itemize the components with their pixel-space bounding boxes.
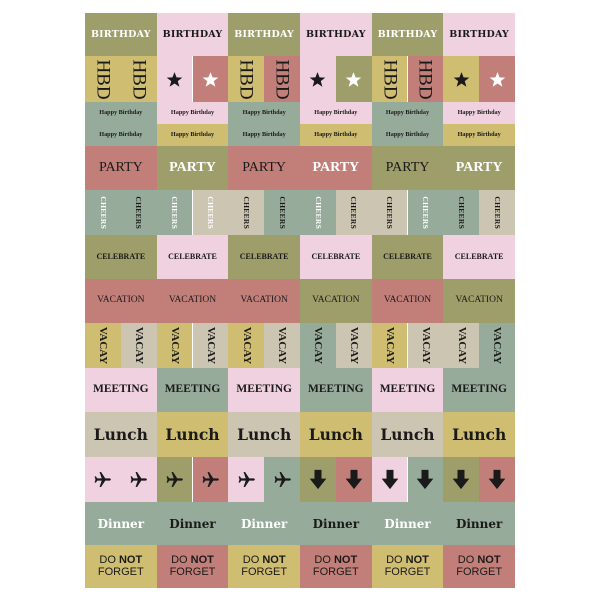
do-not-forget-label (456, 555, 502, 578)
party-sticker (157, 146, 229, 190)
hbd-sticker (408, 56, 444, 102)
dinner-sticker (157, 502, 229, 545)
birthday-sticker (443, 13, 515, 56)
do-word: DO (457, 553, 475, 566)
vacation-label: VACATION (97, 295, 145, 306)
forget-word: FORGET (169, 565, 216, 578)
star-sticker (193, 56, 229, 102)
meeting-label: MEETING (308, 383, 364, 396)
party-label: PARTY (312, 160, 360, 175)
lunch-sticker (85, 412, 157, 457)
birthday-label: BIRTHDAY (234, 28, 295, 40)
vacay-label: VACAY (419, 326, 432, 365)
celebrate-sticker (300, 235, 372, 279)
airplane-sticker (157, 457, 193, 502)
not-word: NOT (118, 553, 143, 566)
lunch-label: Lunch (380, 424, 435, 444)
cheers-sticker (300, 190, 336, 235)
vacay-label: VACAY (348, 326, 361, 365)
airplane-icon (273, 470, 292, 489)
arrow-sticker (300, 457, 336, 502)
celebrate-sticker (443, 235, 515, 279)
star-icon (202, 71, 219, 88)
not-word: NOT (477, 553, 501, 566)
lunch-sticker (372, 412, 444, 457)
vacay-sticker (300, 323, 336, 368)
vacay-sticker (157, 323, 193, 368)
cheers-sticker (443, 190, 479, 235)
happy-birthday-label: Happy Birthday (170, 108, 215, 116)
vacay-label: VACAY (169, 326, 182, 365)
meeting-sticker (85, 368, 157, 412)
meeting-label: MEETING (379, 383, 436, 396)
cheers-sticker (264, 190, 300, 235)
hbd-sticker (372, 56, 408, 102)
star-icon (166, 71, 183, 88)
airplane-icon (129, 470, 148, 489)
cheers-sticker (372, 190, 408, 235)
not-word: NOT (405, 553, 429, 566)
celebrate-label: CELEBRATE (168, 252, 217, 261)
meeting-label: MEETING (451, 383, 507, 396)
dinner-label: Dinner (97, 516, 145, 531)
vacation-sticker (228, 279, 300, 323)
cheers-label: CHEERS (134, 196, 144, 229)
vacay-label: VACAY (240, 326, 253, 365)
happy-birthday-label: Happy Birthday (242, 108, 286, 116)
down-arrow-icon (416, 469, 434, 490)
birthday-label: BIRTHDAY (377, 28, 438, 40)
hbd-sticker (85, 56, 121, 102)
star-sticker (479, 56, 515, 102)
forget-word: FORGET (97, 565, 144, 578)
party-label: PARTY (242, 160, 287, 175)
celebrate-sticker (157, 235, 229, 279)
happy-birthday-label: Happy Birthday (385, 130, 430, 138)
cheers-label: CHEERS (385, 196, 395, 229)
not-word: NOT (333, 553, 358, 566)
party-label: PARTY (98, 160, 143, 175)
do-not-forget-label (313, 555, 359, 578)
cheers-label: CHEERS (456, 196, 466, 229)
arrow-sticker (336, 457, 372, 502)
dinner-label: Dinner (240, 516, 288, 531)
dinner-sticker (228, 502, 300, 545)
cheers-label: CHEERS (98, 196, 108, 229)
forget-word: FORGET (241, 565, 288, 578)
do-word: DO (386, 553, 403, 566)
celebrate-sticker (372, 235, 444, 279)
do-not-forget-sticker (372, 545, 444, 588)
star-sticker (336, 56, 372, 102)
hbd-label: HBD (379, 58, 401, 100)
vacation-sticker (300, 279, 372, 323)
airplane-icon (165, 470, 184, 489)
star-icon (345, 71, 362, 88)
star-icon (309, 71, 326, 88)
sticker-sheet (85, 13, 515, 588)
star-sticker (443, 56, 479, 102)
meeting-sticker (157, 368, 229, 412)
cheers-sticker (121, 190, 157, 235)
forget-word: FORGET (384, 565, 431, 578)
dinner-sticker (300, 502, 372, 545)
party-sticker (372, 146, 444, 190)
lunch-label: Lunch (237, 424, 292, 444)
party-label: PARTY (169, 160, 216, 175)
down-arrow-icon (452, 469, 470, 490)
dinner-label: Dinner (169, 516, 216, 531)
happy_birthday-sticker (300, 124, 372, 146)
down-arrow-icon (381, 469, 399, 490)
vacay-label: VACAY (276, 326, 289, 365)
cheers-label: CHEERS (241, 196, 251, 229)
cheers-sticker (193, 190, 229, 235)
happy_birthday-sticker (157, 102, 229, 124)
forget-word: FORGET (312, 565, 359, 578)
birthday-label: BIRTHDAY (162, 28, 223, 40)
happy_birthday-sticker (228, 102, 300, 124)
vacation-label: VACATION (240, 295, 288, 306)
celebrate-label: CELEBRATE (311, 252, 361, 261)
lunch-label: Lunch (452, 424, 507, 444)
happy-birthday-label: Happy Birthday (99, 108, 143, 116)
do-not-forget-sticker (300, 545, 372, 588)
vacay-sticker (443, 323, 479, 368)
vacay-sticker (193, 323, 229, 368)
lunch-sticker (443, 412, 515, 457)
happy_birthday-sticker (443, 124, 515, 146)
lunch-sticker (228, 412, 300, 457)
party-label: PARTY (385, 160, 430, 175)
vacay-sticker (408, 323, 444, 368)
meeting-sticker (443, 368, 515, 412)
arrow-sticker (443, 457, 479, 502)
vacay-label: VACAY (204, 326, 217, 365)
do-not-line (241, 555, 287, 567)
do-word: DO (314, 553, 331, 566)
birthday-sticker (85, 13, 157, 56)
down-arrow-icon (345, 469, 363, 490)
hbd-sticker (121, 56, 157, 102)
celebrate-label: CELEBRATE (383, 252, 432, 261)
do-not-line (456, 555, 502, 567)
birthday-label: BIRTHDAY (305, 28, 366, 40)
do-not-line (385, 555, 431, 567)
do-not-line (98, 555, 144, 567)
meeting-sticker (300, 368, 372, 412)
cheers-label: CHEERS (313, 196, 323, 229)
vacation-label: VACATION (168, 295, 217, 306)
do-not-forget-label (170, 555, 216, 578)
cheers-label: CHEERS (206, 196, 216, 229)
cheers-sticker (228, 190, 264, 235)
happy_birthday-sticker (157, 124, 229, 146)
party-label: PARTY (455, 160, 503, 175)
do-not-line (313, 555, 359, 567)
cheers-label: CHEERS (421, 196, 431, 229)
cheers-sticker (336, 190, 372, 235)
vacation-label: VACATION (312, 295, 360, 306)
vacation-sticker (85, 279, 157, 323)
meeting-label: MEETING (93, 383, 149, 396)
lunch-label: Lunch (93, 424, 148, 444)
forget-word: FORGET (456, 565, 503, 578)
not-word: NOT (190, 553, 214, 566)
party-sticker (300, 146, 372, 190)
happy-birthday-label: Happy Birthday (457, 130, 501, 138)
happy_birthday-sticker (85, 102, 157, 124)
cheers-label: CHEERS (277, 196, 287, 229)
do-not-forget-label (98, 555, 144, 578)
airplane-sticker (228, 457, 264, 502)
airplane-sticker (193, 457, 229, 502)
birthday-sticker (157, 13, 229, 56)
dinner-label: Dinner (455, 516, 503, 531)
cheers-sticker (157, 190, 193, 235)
airplane-icon (237, 470, 256, 489)
birthday-label: BIRTHDAY (449, 28, 510, 40)
vacay-label: VACAY (97, 326, 110, 365)
down-arrow-icon (488, 469, 506, 490)
cheers-sticker (479, 190, 515, 235)
star-icon (453, 71, 470, 88)
celebrate-label: CELEBRATE (454, 252, 504, 261)
hbd-sticker (264, 56, 300, 102)
party-sticker (443, 146, 515, 190)
do-not-forget-label (241, 555, 287, 578)
dinner-sticker (443, 502, 515, 545)
down-arrow-icon (309, 469, 327, 490)
dinner-sticker (372, 502, 444, 545)
vacation-sticker (443, 279, 515, 323)
birthday-sticker (300, 13, 372, 56)
vacation-sticker (372, 279, 444, 323)
star-sticker (157, 56, 193, 102)
vacay-sticker (336, 323, 372, 368)
star-icon (489, 71, 506, 88)
birthday-sticker (228, 13, 300, 56)
do-not-forget-sticker (85, 545, 157, 588)
hbd-label: HBD (235, 58, 257, 100)
dinner-label: Dinner (312, 516, 360, 531)
hbd-label: HBD (271, 58, 293, 100)
vacay-sticker (479, 323, 515, 368)
happy-birthday-label: Happy Birthday (99, 130, 143, 138)
vacay-label: VACAY (384, 326, 397, 365)
airplane-icon (93, 470, 112, 489)
celebrate-sticker (228, 235, 300, 279)
celebrate-label: CELEBRATE (239, 252, 289, 261)
cheers-label: CHEERS (170, 196, 180, 229)
celebrate-label: CELEBRATE (96, 252, 146, 261)
do-not-forget-sticker (228, 545, 300, 588)
do-word: DO (171, 553, 188, 566)
happy_birthday-sticker (372, 124, 444, 146)
lunch-sticker (300, 412, 372, 457)
vacay-sticker (85, 323, 121, 368)
do-not-forget-sticker (157, 545, 229, 588)
airplane-sticker (85, 457, 121, 502)
airplane-icon (201, 470, 220, 489)
do-not-forget-label (385, 555, 431, 578)
vacay-label: VACAY (491, 326, 504, 365)
party-sticker (228, 146, 300, 190)
happy_birthday-sticker (443, 102, 515, 124)
arrow-sticker (408, 457, 444, 502)
cheers-sticker (85, 190, 121, 235)
do-not-line (170, 555, 216, 567)
hbd-label: HBD (128, 58, 150, 100)
do-word: DO (242, 553, 260, 566)
vacation-label: VACATION (455, 295, 503, 306)
cheers-sticker (408, 190, 444, 235)
lunch-sticker (157, 412, 229, 457)
vacay-sticker (121, 323, 157, 368)
vacay-label: VACAY (455, 326, 468, 365)
vacay-sticker (228, 323, 264, 368)
happy_birthday-sticker (85, 124, 157, 146)
vacay-label: VACAY (312, 326, 325, 365)
airplane-sticker (121, 457, 157, 502)
meeting-sticker (372, 368, 444, 412)
lunch-label: Lunch (308, 424, 363, 444)
happy-birthday-label: Happy Birthday (457, 108, 501, 116)
birthday-sticker (372, 13, 444, 56)
happy-birthday-label: Happy Birthday (242, 130, 286, 138)
happy_birthday-sticker (228, 124, 300, 146)
cheers-label: CHEERS (349, 196, 359, 229)
do-word: DO (99, 553, 116, 566)
cheers-label: CHEERS (492, 196, 502, 229)
meeting-label: MEETING (164, 383, 221, 396)
birthday-label: BIRTHDAY (90, 28, 151, 40)
airplane-sticker (264, 457, 300, 502)
happy-birthday-label: Happy Birthday (314, 130, 358, 138)
happy_birthday-sticker (372, 102, 444, 124)
vacay-sticker (264, 323, 300, 368)
lunch-label: Lunch (165, 424, 220, 444)
hbd-label: HBD (92, 58, 114, 100)
happy-birthday-label: Happy Birthday (314, 108, 358, 116)
happy-birthday-label: Happy Birthday (170, 130, 215, 138)
star-sticker (300, 56, 336, 102)
celebrate-sticker (85, 235, 157, 279)
dinner-label: Dinner (384, 516, 431, 531)
vacation-sticker (157, 279, 229, 323)
meeting-sticker (228, 368, 300, 412)
happy_birthday-sticker (300, 102, 372, 124)
vacation-label: VACATION (383, 295, 432, 306)
dinner-sticker (85, 502, 157, 545)
do-not-forget-sticker (443, 545, 515, 588)
meeting-label: MEETING (236, 383, 292, 396)
vacay-sticker (372, 323, 408, 368)
happy-birthday-label: Happy Birthday (385, 108, 430, 116)
hbd-sticker (228, 56, 264, 102)
vacay-label: VACAY (133, 326, 146, 365)
party-sticker (85, 146, 157, 190)
arrow-sticker (479, 457, 515, 502)
arrow-sticker (372, 457, 408, 502)
not-word: NOT (262, 553, 286, 566)
hbd-label: HBD (414, 58, 436, 100)
